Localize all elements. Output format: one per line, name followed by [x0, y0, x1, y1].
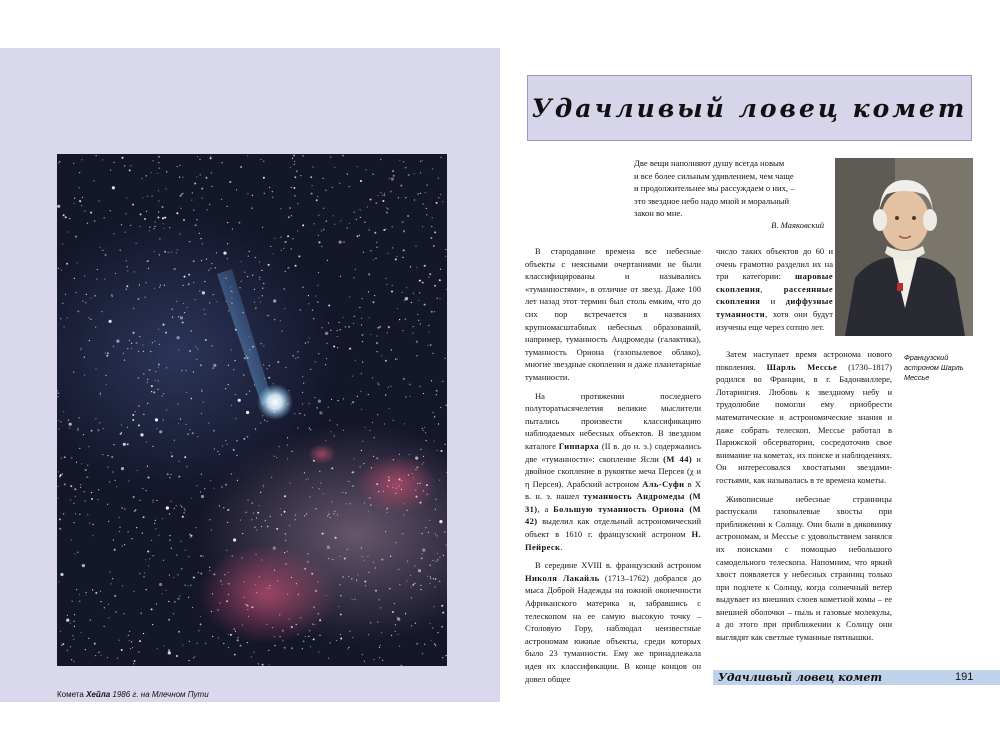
left-page: [0, 48, 500, 702]
paragraph: Затем наступает время астронома нового поколения. Шарль Мессье (1730–1817) родился во Франции, в г. Бадонвиллере, Лотарингия. Любовь к звездному небу и трудолюбие помогли ему приобрести математические и астрономические знания и даже собрать телескоп. Мессье работал в Парижской обсерватории, сосредоточив свое внимание на кометах, их поиске и наблюдениях. Он интересовался хвостатыми звездами-гостьями, как называлась в те времена кометы.: [716, 349, 892, 485]
comet-head: [257, 384, 293, 420]
chapter-title: Удачливый ловец комет: [531, 93, 968, 123]
epigraph: [634, 157, 824, 220]
photo-caption: Комета Хейла 1986 г. на Млечном Пути: [57, 690, 209, 699]
text-column-3: [716, 348, 892, 650]
epigraph-line: и все более сильным удивлением, чем чаще: [634, 170, 794, 181]
chapter-title-box: [527, 75, 972, 141]
running-footer-title: Удачливый ловец комет: [718, 671, 883, 684]
paragraph: В стародавние времена все небесные объекты с неясными очертаниями не были классифицированы и назывались «туманностями», в отличие от звезд. Даже 100 лет назад этот термин был столь емким, что до сих пор встречается в названиях крупномасштабных небесных образований, например, туманность Андромеды (галактика), туманность Ориона (газопылевое облако), многие звездные скопления и даже планетарные туманности.: [525, 246, 701, 382]
page-number: 191: [955, 671, 974, 683]
comet-photo: [57, 154, 447, 666]
paragraph: В середине XVIII в. французский астроном Николя Лакайль (1713–1762) добрался до мыса Доброй Надежды на южной оконечности Африканского материка и, забравшись с телескопом на ее самую высокую точку – Столовую Гору, наблюдал неизвестные астрономам южные объекты, среди которых было 23 туманности. Ему же принадлежала идея их классификации. В конце концов он довел общее: [525, 560, 701, 684]
paragraph: число таких объектов до 60 и очень грамотно разделил их на три категории: шаровые скопления, рассеянные скопления и диффузные туманности, хотя они будут изучены еще через сотню лет.: [716, 246, 833, 332]
epigraph-line: Две вещи наполняют душу всегда новым: [634, 158, 785, 168]
epigraph-author: В. Маяковский: [771, 220, 824, 230]
epigraph-line: это звездное небо надо мной и моральный: [634, 195, 790, 206]
right-page: [500, 48, 1000, 702]
paragraph: Живописные небесные странницы распускали газопылевые хвосты при приближении к Солнцу. Они были в диковинку астрономам, и Мессье с удовольствием занялся их поисками с помощью небольшого самодельного телескопа. Напомним, что яркий хвост появляется у небесных странниц только при подлете к Солнцу, когда солнечный ветер выдувает из внешних слоев кометной комы – ее внешней оболочки – пыль и газовые молекулы, а до этого при приближении к Солнцу они выглядят как светлые туманные пятнышки.: [716, 493, 892, 643]
messier-portrait: [835, 158, 973, 336]
text-column-1: [525, 245, 701, 691]
epigraph-line: и продолжительнее мы рассуждаем о них, –: [634, 183, 795, 193]
text-column-2: [716, 245, 833, 339]
paragraph: На протяжении последнего полуторатысячелетия великие мыслители пытались произвести классификацию наблюдаемых небесных объектов. В звездном каталоге Гиппарха (II в. до н. э.) содержались две «туманности»: скопление Ясли (М 44) и двойное скопление в рукоятке меча Персея (χ и η Персея). Арабский астроном Аль-Суфи в X в. н. э. нашел туманность Андромеды (М 31), а Большую туманность Ориона (М 42) выделил как отдельный астрономический объект в 1610 г. французский астроном Н. Пейреск.: [525, 390, 701, 552]
epigraph-line: закон во мне.: [634, 208, 683, 218]
portrait-caption: Французский астроном Шарль Мессье: [904, 353, 964, 382]
